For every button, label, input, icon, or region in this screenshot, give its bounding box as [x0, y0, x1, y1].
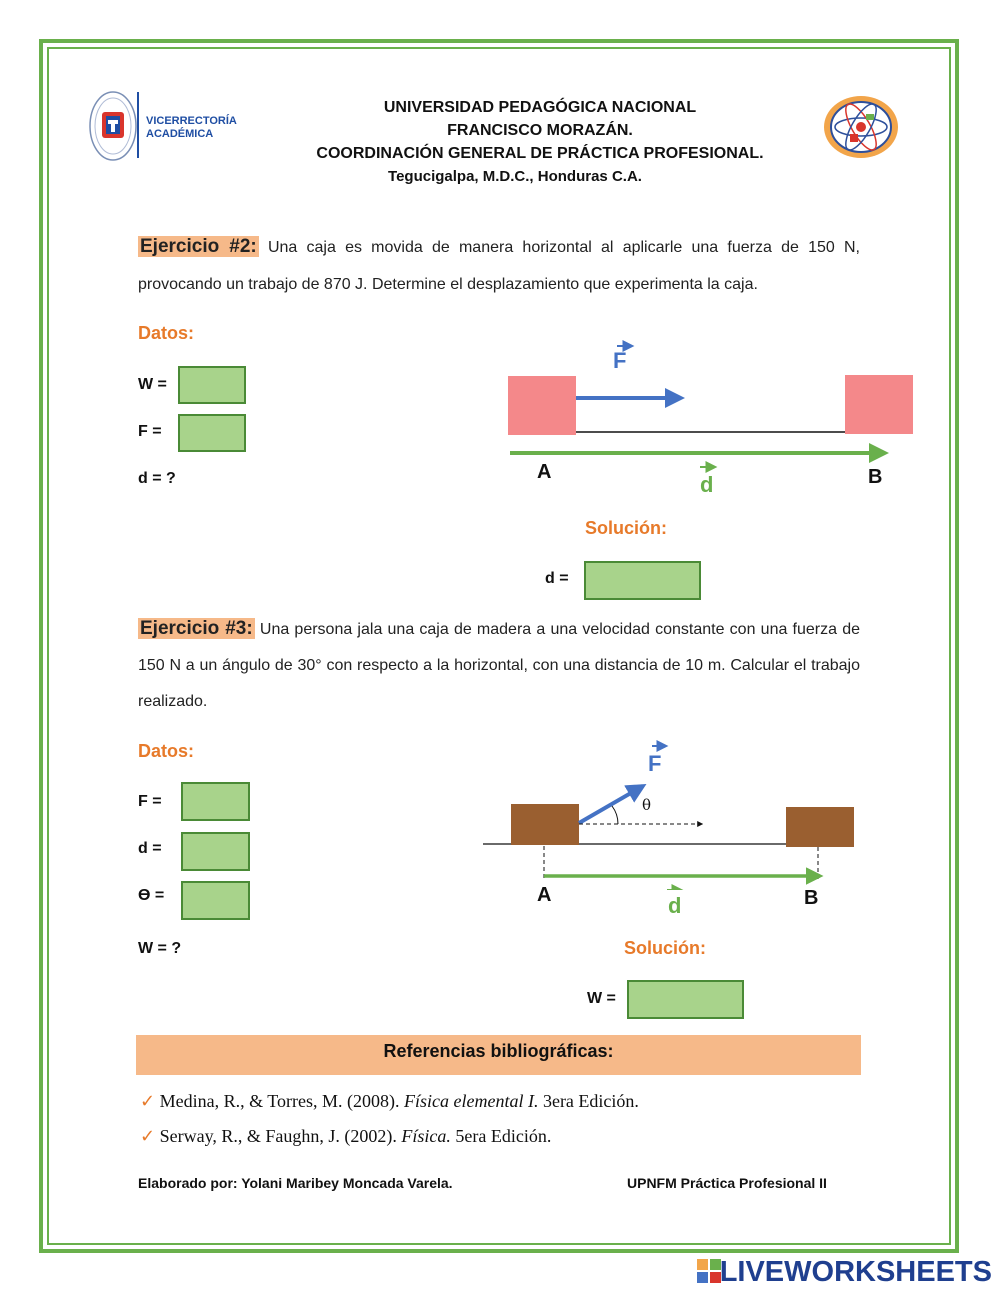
exercise-3-datos-title: Datos: — [138, 741, 195, 761]
exercise-3-d-label: d = — [138, 840, 162, 857]
logo-divider — [137, 92, 139, 158]
liveworksheets-brand[interactable]: LIVEWORKSHEETS — [719, 1256, 992, 1288]
liveworksheets-logo-icon — [697, 1259, 721, 1283]
logo-text-line-1: VICERRECTORÍA — [146, 115, 237, 127]
logo-text-line-2: ACADÉMICA — [146, 128, 214, 140]
wooden-box-end — [786, 807, 854, 847]
angle-arc — [612, 806, 618, 824]
theta-label: θ — [642, 796, 652, 814]
box-end — [845, 375, 913, 434]
science-logo-right — [822, 94, 900, 160]
wooden-box-start — [511, 804, 579, 845]
force-label-3: F — [648, 751, 662, 776]
header-line-3: COORDINACIÓN GENERAL DE PRÁCTICA PROFESIONAL. — [316, 145, 764, 162]
reference-authors: Medina, R., & Torres, M. (2008). — [159, 1091, 404, 1111]
header-line-1: UNIVERSIDAD PEDAGÓGICA NACIONAL — [383, 99, 697, 116]
point-b-label-3: B — [804, 887, 819, 909]
checkmark-icon: ✓ — [140, 1126, 156, 1147]
logo-left-text — [146, 115, 237, 141]
footer-author: Elaborado por: Yolani Maribey Moncada Varela. — [138, 1175, 453, 1191]
exercise-3-answer-label: W = — [587, 990, 616, 1007]
exercise-2-label: Ejercicio #2: — [140, 236, 257, 257]
exercise-2-w-input[interactable] — [178, 366, 246, 404]
exercise-3-w-label: W = ? — [138, 940, 182, 957]
footer-course: UPNFM Práctica Profesional II — [627, 1175, 827, 1191]
reference-title: Física. — [401, 1126, 451, 1146]
point-a-label: A — [537, 461, 552, 483]
reference-item — [140, 1126, 551, 1147]
exercise-3-answer-input[interactable] — [627, 980, 744, 1019]
force-label: F — [613, 348, 627, 373]
exercise-3-diagram — [480, 740, 860, 890]
displacement-label-3: d — [668, 893, 682, 918]
university-logo-left — [88, 90, 138, 162]
checkmark-icon: ✓ — [140, 1091, 156, 1112]
exercise-2-d-label: d = ? — [138, 470, 176, 487]
exercise-3-f-input[interactable] — [181, 782, 250, 821]
exercise-3-statement — [138, 611, 860, 720]
exercise-3-text: Una persona jala una caja de madera a una velocidad constante con una fuerza de 150 N a un ángulo de 30° con respecto a la horizontal, con una distancia de 10 m. Calcular el trabajo realizado. — [138, 621, 860, 710]
exercise-3-theta-input[interactable] — [181, 881, 250, 920]
exercise-2-solucion-title: Solución: — [585, 518, 667, 538]
header-line-4: Tegucigalpa, M.D.C., Honduras C.A. — [388, 168, 642, 185]
displacement-label: d — [700, 472, 714, 497]
reference-authors: Serway, R., & Faughn, J. (2002). — [159, 1126, 402, 1146]
exercise-2-text: Una caja es movida de manera horizontal al aplicarle una fuerza de 150 N, provocando un trabajo de 870 J. Determine el desplazamiento que experimenta la caja. — [138, 239, 860, 293]
exercise-3-label: Ejercicio #3: — [140, 618, 253, 639]
exercise-3-f-label: F = — [138, 793, 162, 810]
exercise-3-d-input[interactable] — [181, 832, 250, 871]
reference-edition: 3era Edición. — [538, 1091, 639, 1111]
exercise-2-f-label: F = — [138, 423, 162, 440]
exercise-2-datos-title: Datos: — [138, 323, 195, 343]
box-start — [508, 376, 576, 435]
exercise-2-answer-label: d = — [545, 570, 569, 587]
header-line-2: FRANCISCO MORAZÁN. — [447, 122, 633, 139]
exercise-2-w-label: W = — [138, 376, 167, 393]
reference-item — [140, 1091, 639, 1112]
exercise-2-f-input[interactable] — [178, 414, 246, 452]
point-a-label-3: A — [537, 884, 552, 906]
exercise-3-theta-label: ϴ = — [138, 887, 165, 904]
reference-title: Física elemental I. — [403, 1091, 539, 1111]
exercise-2-statement — [138, 228, 860, 303]
reference-edition: 5era Edición. — [450, 1126, 552, 1146]
angled-force-arrow — [579, 786, 643, 823]
references-title: Referencias bibliográficas: — [136, 1035, 861, 1075]
exercise-2-diagram — [505, 335, 920, 495]
point-b-label: B — [868, 466, 883, 488]
exercise-3-solucion-title: Solución: — [624, 938, 706, 958]
exercise-2-answer-input[interactable] — [584, 561, 701, 600]
